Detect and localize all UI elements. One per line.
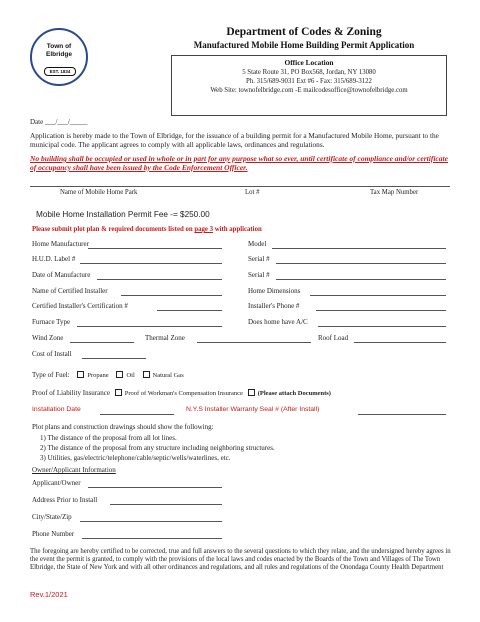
model-field[interactable] bbox=[272, 248, 446, 249]
cost-of-install-label: Cost of Install bbox=[32, 350, 72, 358]
thermal-zone-field[interactable] bbox=[197, 342, 311, 343]
form-title: Manufactured Mobile Home Building Permit Application bbox=[193, 40, 415, 50]
furnace-type-label: Furnace Type bbox=[32, 318, 71, 326]
plans-item-2: 2) The distance of the proposal from any structure including neighboring structures. bbox=[40, 444, 275, 452]
seal-est: EST. 1834 bbox=[44, 67, 76, 76]
fuel-type-label: Type of Fuel: bbox=[32, 371, 70, 379]
wind-zone-field[interactable] bbox=[70, 342, 134, 343]
town-seal-logo bbox=[30, 28, 88, 86]
office-phone: Ph. 315/689-9031 Ext #6 - Fax: 315/689-3122 bbox=[246, 78, 372, 86]
office-heading: Office Location bbox=[284, 58, 334, 67]
serial-2-field[interactable] bbox=[276, 279, 446, 280]
ac-field[interactable] bbox=[318, 326, 446, 327]
city-state-zip-label: City/State/Zip bbox=[32, 513, 72, 521]
certified-installer-label: Name of Certified Installer bbox=[32, 287, 108, 295]
furnace-type-field[interactable] bbox=[77, 326, 222, 327]
park-row-line bbox=[30, 186, 450, 187]
warranty-seal-field[interactable] bbox=[358, 414, 446, 415]
installer-phone-label: Installer's Phone # bbox=[248, 302, 300, 310]
hud-label-field[interactable] bbox=[80, 263, 222, 264]
propane-label: Propane bbox=[87, 372, 109, 379]
park-name-label: Name of Mobile Home Park bbox=[60, 189, 138, 196]
application-statement: Application is hereby made to the Town of Elbridge, for the issuance of a building permit for a Manufactured Mobile Home, pursuant to the municipal code. The applicant agrees to comply with all applicable laws, ordinances and regulations. bbox=[30, 131, 439, 149]
hud-label-label: H.U.D. Label # bbox=[32, 255, 76, 263]
warranty-seal-label: N.Y.S Installer Warranty Seal # (After Install) bbox=[186, 406, 320, 413]
plans-intro: Plot plans and construction drawings should show the following: bbox=[32, 423, 214, 431]
installer-certification-label: Certified Installer's Certification # bbox=[32, 302, 128, 310]
home-dimensions-label: Home Dimensions bbox=[248, 287, 301, 295]
date-field[interactable]: Date ___/___/_____ bbox=[30, 118, 88, 126]
natural-gas-label: Natural Gas bbox=[152, 372, 184, 379]
owner-info-heading: Owner/Applicant Information bbox=[32, 466, 116, 474]
serial-1-label: Serial # bbox=[248, 255, 270, 263]
liability-checkbox[interactable] bbox=[115, 389, 122, 396]
plot-notice-after: with application bbox=[213, 226, 262, 233]
roof-load-field[interactable] bbox=[354, 342, 446, 343]
tax-map-label: Tax Map Number bbox=[370, 189, 419, 196]
serial-2-label: Serial # bbox=[248, 271, 270, 279]
certified-installer-field[interactable] bbox=[121, 295, 222, 296]
liability-insurance-label: Proof of Liability Insurance bbox=[32, 389, 110, 397]
office-web: Web Site: townofelbridge.com -E mailcodesoffice@townofelbridge.com bbox=[210, 87, 408, 95]
plot-plan-notice bbox=[32, 226, 262, 234]
ac-label: Does home have A/C bbox=[248, 318, 308, 326]
wind-zone-label: Wind Zone bbox=[32, 334, 64, 342]
certification-statement: The foregoing are hereby certified to be corrected, true and full answers to the several questions to which they relate, and the undersigned hereby agrees in the event the permit is granted, to comply with the provisions of the local laws and codes enacted by the Boards of the Town and Villages of The Town Elbridge, the State of New York and with all other ordinances and regulations, and all rules and regulations of the Onondaga County Health Department bbox=[30, 548, 451, 572]
phone-number-label: Phone Number bbox=[32, 530, 75, 538]
plans-item-1: 1) The distance of the proposal from all lot lines. bbox=[40, 434, 177, 442]
date-of-manufacture-field[interactable] bbox=[97, 279, 222, 280]
insurance-row bbox=[32, 389, 331, 398]
lot-number-label: Lot # bbox=[245, 189, 260, 196]
model-label: Model bbox=[248, 240, 267, 248]
serial-1-field[interactable] bbox=[276, 263, 446, 264]
seal-line-1: Town of bbox=[46, 43, 72, 50]
attach-documents-note: (Please attach Documents) bbox=[257, 390, 331, 397]
workman-comp-checkbox[interactable] bbox=[248, 389, 255, 396]
address-prior-field[interactable] bbox=[110, 504, 222, 505]
office-address: 5 State Route 31, PO Box568, Jordan, NY 13080 bbox=[242, 68, 376, 76]
roof-load-label: Roof Load bbox=[318, 334, 349, 342]
home-dimensions-field[interactable] bbox=[310, 295, 446, 296]
oil-checkbox[interactable] bbox=[116, 371, 123, 378]
home-manufacturer-field[interactable] bbox=[88, 248, 222, 249]
oil-label: Oil bbox=[126, 372, 135, 379]
page-3-link[interactable]: page 3 bbox=[194, 226, 214, 233]
city-state-zip-field[interactable] bbox=[80, 521, 222, 522]
propane-checkbox[interactable] bbox=[77, 371, 84, 378]
office-location-box bbox=[171, 55, 447, 116]
workman-comp-label: Proof of Workman's Compensation Insurance bbox=[124, 390, 243, 397]
installation-date-label: Installation Date bbox=[32, 406, 81, 413]
permit-fee: Mobile Home Installation Permit Fee -= $250.00 bbox=[36, 210, 210, 219]
phone-number-field[interactable] bbox=[82, 538, 222, 539]
occupancy-warning: No building shall be occupied or used in whole or in part for any purpose what so ever, until certificate of compliance and/or certificate of occupancy shall have been issued by the Code Enforcement Officer. bbox=[30, 154, 448, 172]
applicant-owner-field[interactable] bbox=[88, 487, 222, 488]
installer-phone-field[interactable] bbox=[316, 310, 446, 311]
date-of-manufacture-label: Date of Manufacture bbox=[32, 271, 91, 279]
cost-of-install-field[interactable] bbox=[82, 358, 146, 359]
installation-date-field[interactable] bbox=[100, 414, 174, 415]
thermal-zone-label: Thermal Zone bbox=[145, 334, 185, 342]
address-prior-label: Address Prior to Install bbox=[32, 496, 98, 504]
plot-notice-before: Please submit plot plan & required documents listed on bbox=[32, 226, 195, 233]
applicant-owner-label: Applicant/Owner bbox=[32, 479, 81, 487]
plans-item-3: 3) Utilities, gas/electric/telephone/cable/septic/wells/waterlines, etc. bbox=[40, 454, 231, 462]
home-manufacturer-label: Home Manufacturer bbox=[32, 240, 89, 248]
department-title: Department of Codes & Zoning bbox=[226, 26, 382, 38]
natural-gas-checkbox[interactable] bbox=[143, 371, 150, 378]
seal-line-2: Elbridge bbox=[45, 51, 72, 58]
fuel-type-row bbox=[32, 371, 184, 380]
installer-certification-field[interactable] bbox=[157, 310, 222, 311]
revision-label: Rev.1/2021 bbox=[30, 590, 68, 599]
